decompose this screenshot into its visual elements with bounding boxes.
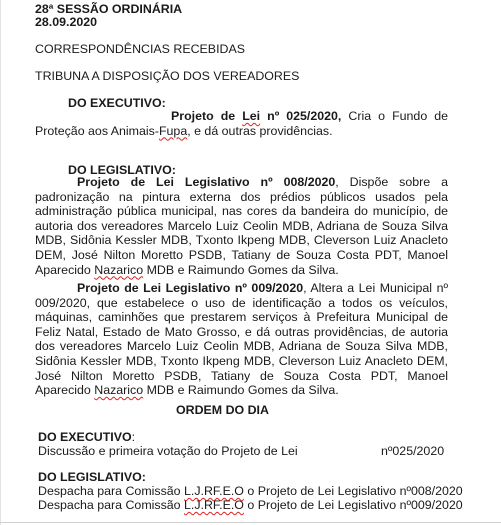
ordem-legislativo-heading: DO LEGISLATIVO: <box>38 470 146 484</box>
legislativo-project-009-title: Projeto de Lei Legislativo nº 009/2020 <box>77 281 304 295</box>
session-date: 28.09.2020 <box>35 15 98 29</box>
ordem-do-dia-title: ORDEM DO DIA <box>176 403 269 417</box>
legislativo-project-009-paragraph: Projeto de Lei Legislativo nº 009/2020, Altera a Lei Municipal nº 009/2020, que estabelece o uso de identificação a todos os veículos, máquinas, caminhões que prestarem serviços à Prefeitura Municipal de Feliz Natal, Estado de Mato Grosso, e dá outras providências, de autoria dos vereadores Marcelo Luiz Ceolin MDB, Adriana de Souza Silva MDB, Sidônia Kessler MDB, Txonto Ikpeng MDB, Cleverson Luiz Anacleto DEM, José Nilton Moretto PSDB, Tatiany de Souza Costa PDT, Manoel Aparecido Nazarico MDB e Raimundo Gomes da Silva. <box>35 281 448 398</box>
spell-mark-lei: Lei <box>242 109 261 123</box>
spell-mark-sigla: L.J.RF.E.O <box>184 498 244 512</box>
ordem-executivo-number: nº025/2020 <box>381 444 445 458</box>
spell-mark-nazarico: Nazarico <box>94 383 144 398</box>
legislativo-project-008-paragraph: Projeto de Lei Legislativo nº 008/2020, Dispõe sobre a padronização na pintura externa dos prédios públicos usados pela administração pública municipal, nas cores da bandeira do município, de autoria dos vereadores Marcelo Luiz Ceolin MDB, Adriana de Souza Silva MDB, Sidônia Kessler MDB, Txonto Ikpeng MDB, Cleverson Luiz Anacleto DEM, José Nilton Moretto PSDB, Tatiany de Souza Costa PDT, Manoel Aparecido Nazarico MDB e Raimundo Gomes da Silva. <box>35 175 448 277</box>
spell-mark-fupa: Fupa <box>158 123 188 138</box>
ordem-legislativo-item: Despacha para Comissão L.J.RF.E.O o Projeto de Lei Legislativo nº008/2020 <box>38 484 463 498</box>
executivo-heading: DO EXECUTIVO: <box>68 96 166 110</box>
legislativo-heading: DO LEGISLATIVO: <box>68 163 176 177</box>
correspondencias-heading: CORRESPONDÊNCIAS RECEBIDAS <box>35 42 245 56</box>
ordem-executivo-heading: DO EXECUTIVO: <box>38 430 136 444</box>
executivo-project-title: Projeto de Lei nº 025/2020, <box>171 109 342 123</box>
session-title: 28ª SESSÃO ORDINÁRIA <box>35 2 183 16</box>
tribuna-heading: TRIBUNA A DISPOSIÇÃO DOS VEREADORES <box>35 69 300 83</box>
ordem-legislativo-item: Despacha para Comissão L.J.RF.E.O o Projeto de Lei Legislativo nº009/2020 <box>38 498 463 512</box>
ordem-executivo-item: Discussão e primeira votação do Projeto de Lei <box>38 444 298 458</box>
spell-mark-nazarico: Nazarico <box>94 262 144 277</box>
page-left-edge <box>0 0 1 525</box>
legislativo-project-008-title: Projeto de Lei Legislativo nº 008/2020 <box>77 175 336 189</box>
page-bottom-edge <box>0 522 501 523</box>
spell-mark-sigla: L.J.RF.E.O <box>184 484 244 498</box>
executivo-project-paragraph: Projeto de Lei nº 025/2020, Cria o Fundo de Proteção aos Animais-Fupa, e dá outras providências. <box>35 109 449 138</box>
